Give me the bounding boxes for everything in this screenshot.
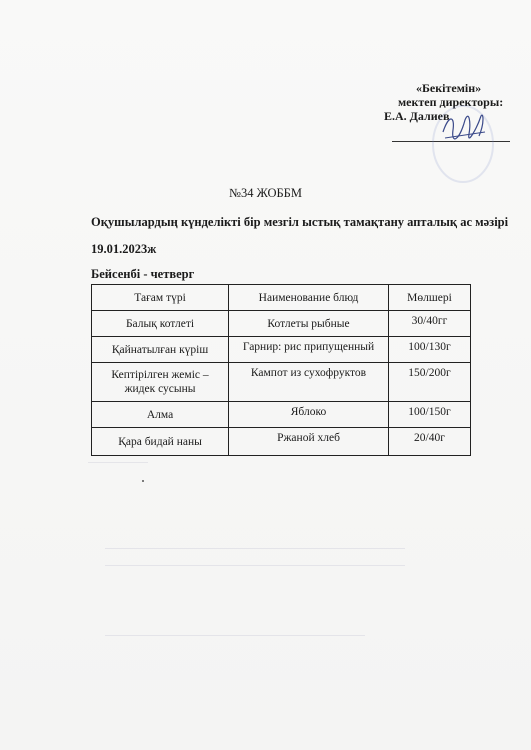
bleed-through-line: [105, 565, 405, 566]
ink-dot: [142, 480, 144, 482]
dish-ru-cell: Гарнир: рис припущенный: [229, 337, 389, 363]
table-header-row: [92, 285, 471, 311]
portion-cell: 150/200г: [388, 363, 470, 402]
column-header-dish-ru: Наименование блюд: [229, 285, 389, 311]
dish-ru-cell: Ржаной хлеб: [229, 428, 389, 456]
approval-title: «Бекітемін»: [416, 81, 482, 95]
dish-kz-cell: Кептірілген жеміс – жидек сусыны: [92, 363, 229, 402]
organization-title: №34 ЖОББМ: [229, 186, 302, 200]
portion-cell: 20/40г: [388, 428, 470, 456]
signature-icon: [425, 92, 495, 187]
table-row: [92, 363, 471, 402]
portion-cell: 100/150г: [388, 402, 470, 428]
column-header-dish-kz: Тағам түрі: [92, 285, 229, 311]
bleed-through-line: [88, 462, 148, 463]
dish-kz-cell: Балық котлеті: [92, 311, 229, 337]
table-row: [92, 311, 471, 337]
dish-kz-cell: Алма: [92, 402, 229, 428]
portion-cell: 30/40гг: [388, 311, 470, 337]
table-row: [92, 402, 471, 428]
dish-ru-cell: Котлеты рыбные: [229, 311, 389, 337]
dish-kz-cell: Қайнатылған күріш: [92, 337, 229, 363]
approval-position: мектеп директоры:: [398, 95, 504, 109]
table-row: [92, 428, 471, 456]
approval-name: Е.А. Далиев: [384, 109, 450, 123]
bleed-through-line: [105, 548, 405, 549]
dish-ru-cell: Кампот из сухофруктов: [229, 363, 389, 402]
column-header-portion: Мөлшері: [388, 285, 470, 311]
table-row: [92, 337, 471, 363]
bleed-through-line: [105, 635, 365, 636]
portion-cell: 100/130г: [388, 337, 470, 363]
dish-kz-cell: Қара бидай наны: [92, 428, 229, 456]
dish-ru-cell: Яблоко: [229, 402, 389, 428]
menu-day: Бейсенбі - четверг: [91, 267, 195, 281]
menu-date: 19.01.2023ж: [91, 242, 157, 256]
menu-heading: Оқушылардың күнделікті бір мезгіл ыстық тамақтану апталық ас мәзірі: [91, 215, 509, 229]
menu-table: [91, 284, 471, 456]
